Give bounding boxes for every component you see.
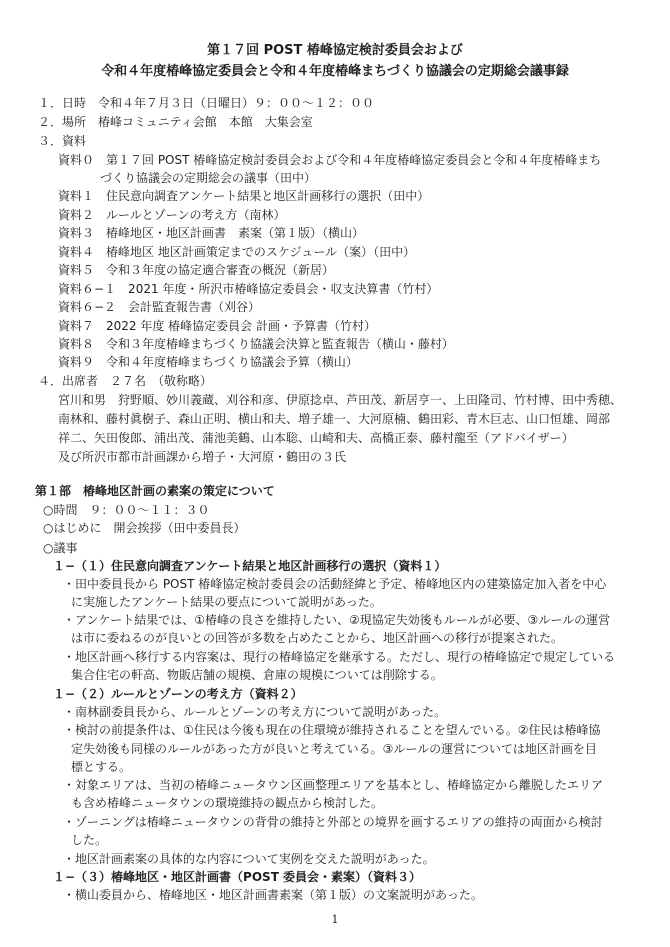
attendees-line: 南林和、藤村眞樹子、森山正明、横山和夫、増子雄一、大河原楠、鶴田彩、青木巨志、山口恒雄、岡部 — [58, 412, 611, 426]
section-1-3-heading: １−（３）椿峰地区・地区計画書（POST 委員会・素案）（資料３） — [53, 870, 422, 884]
section-1-3-text: ・横山委員から、椿峰地区・地区計画書素案（第１版）の文案説明があった。 — [63, 888, 483, 902]
material-item: 資料５ 令和３年度の協定適合審査の概況（新居） — [58, 263, 335, 277]
section-1-1-text: ・田中委員長から POST 椿峰協定検討委員会の活動経緯と予定、椿峰地区内の建築協定加入者を中心 — [63, 577, 607, 591]
document-title-line-2: 令和４年度椿峰協定委員会と令和４年度椿峰まちづくり協議会の定期総会議事録 — [101, 64, 569, 79]
section-1-1-text: 集合住宅の軒高、物販店舗の規模、倉庫の規模については削除する。 — [71, 668, 443, 682]
section-1-2-text: した。 — [71, 833, 108, 847]
document-title-line-1: 第１７回 POST 椿峰協定検討委員会および — [207, 43, 463, 58]
part1-opening: ○はじめに 開会挨拶（田中委員長） — [43, 521, 246, 535]
section-1-2-text: ・対象エリアは、当初の椿峰ニュータウン区画整理エリアを基本とし、椿峰協定から離脱したエリア — [63, 778, 604, 792]
material-item: 資料６−１ 2021 年度・所沢市椿峰協定委員会・収支決算書（竹村） — [58, 282, 439, 296]
section-1-1-text: ・アンケート結果では、①椿峰の良さを維持したい、②現協定失効後もルールが必要、③ルールの運営 — [63, 613, 611, 627]
material-item: 資料０ 第１７回 POST 椿峰協定検討委員会および令和４年度椿峰協定委員会と令和４年度椿峰まち — [58, 153, 602, 167]
section-1-1-heading: １−（１）住民意向調査アンケート結果と地区計画移行の選択（資料１） — [53, 559, 447, 573]
section-1-2-text: ・地区計画素案の具体的な内容について実例を交えた説明があった。 — [63, 852, 435, 866]
material-item: 資料６−２ 会計監査報告書（刈谷） — [58, 300, 261, 314]
attendees-heading: ４．出席者 ２７名 （敬称略） — [38, 374, 213, 388]
material-item: 資料１ 住民意向調査アンケート結果と地区計画移行の選択（田中） — [58, 189, 430, 203]
section-1-2-text: ・南林副委員長から、ルールとゾーンの考え方について説明があった。 — [63, 705, 447, 719]
material-item-continuation: づくり協議会の定期総会の議事（田中） — [100, 171, 317, 185]
section-1-2-text: ・検討の前提条件は、①住民は今後も現在の住環境が維持されることを望んでいる。②住民は椿峰協 — [63, 723, 601, 737]
material-item: 資料７ 2022 年度 椿峰協定委員会 計画・予算書（竹村） — [58, 319, 376, 333]
material-item: 資料４ 椿峰地区 地区計画策定までのスケジュール（案）（田中） — [58, 245, 416, 259]
section-1-2-text: 定失効後も同様のルールがあった方が良いと考えている。③ルールの運営については地区計画を目 — [71, 742, 597, 756]
section-1-2-heading: １−（２）ルールとゾーンの考え方（資料２） — [53, 687, 303, 701]
meeting-date: １．日時 令和４年７月３日（日曜日）９：００〜１２：００ — [38, 96, 375, 110]
material-item: 資料９ 令和４年度椿峰まちづくり協議会予算（横山） — [58, 355, 358, 369]
attendees-line: 祥二、矢田俊郎、浦出茂、蒲池美鶴、山本聡、山崎和夫、高橋正泰、藤村龍至（アドバイザー） — [58, 431, 574, 445]
material-item: 資料８ 令和３年度椿峰まちづくり協議会決算と監査報告（横山・藤村） — [58, 337, 454, 351]
part1-agenda-label: ○議事 — [43, 541, 78, 555]
material-item: 資料３ 椿峰地区・地区計画書 素案（第１版）（横山） — [58, 226, 365, 240]
section-1-2-text: も含め椿峰ニュータウンの環境維持の観点から検討した。 — [71, 796, 384, 810]
section-1-1-text: ・地区計画へ移行する内容案は、現行の椿峰協定を継承する。ただし、現行の椿峰協定で規定している — [63, 650, 616, 664]
attendees-line: 宮川和男 狩野順、妙川義蔵、刈谷和彦、伊原捻卓、芦田茂、新居亨一、上田隆司、竹村博、田中秀穂、 — [58, 393, 623, 407]
section-1-1-text: に実施したアンケート結果の要点について説明があった。 — [71, 595, 382, 609]
section-1-1-text: は市に委ねるのが良いとの回答が多数を占めたことから、地区計画への移行が提案された。 — [71, 631, 564, 645]
attendees-line: 及び所沢市都市計画課から増子・大河原・鶴田の３氏 — [58, 450, 347, 464]
page-number: 1 — [331, 913, 339, 926]
section-1-2-text: ・ゾーニングは椿峰ニュータウンの背骨の維持と外部との境界を画するエリアの維持の両面から検討 — [63, 815, 603, 829]
part1-time: ○時間 ９：００〜１１：３０ — [43, 503, 210, 517]
material-item: 資料２ ルールとゾーンの考え方（南林） — [58, 208, 286, 222]
materials-heading: ３．資料 — [38, 134, 87, 148]
section-1-2-text: 標とする。 — [71, 760, 132, 774]
part1-heading: 第１部 椿峰地区計画の素案の策定について — [35, 484, 275, 498]
meeting-place: ２．場所 椿峰コミュニティ会館 本館 大集会室 — [38, 115, 313, 129]
